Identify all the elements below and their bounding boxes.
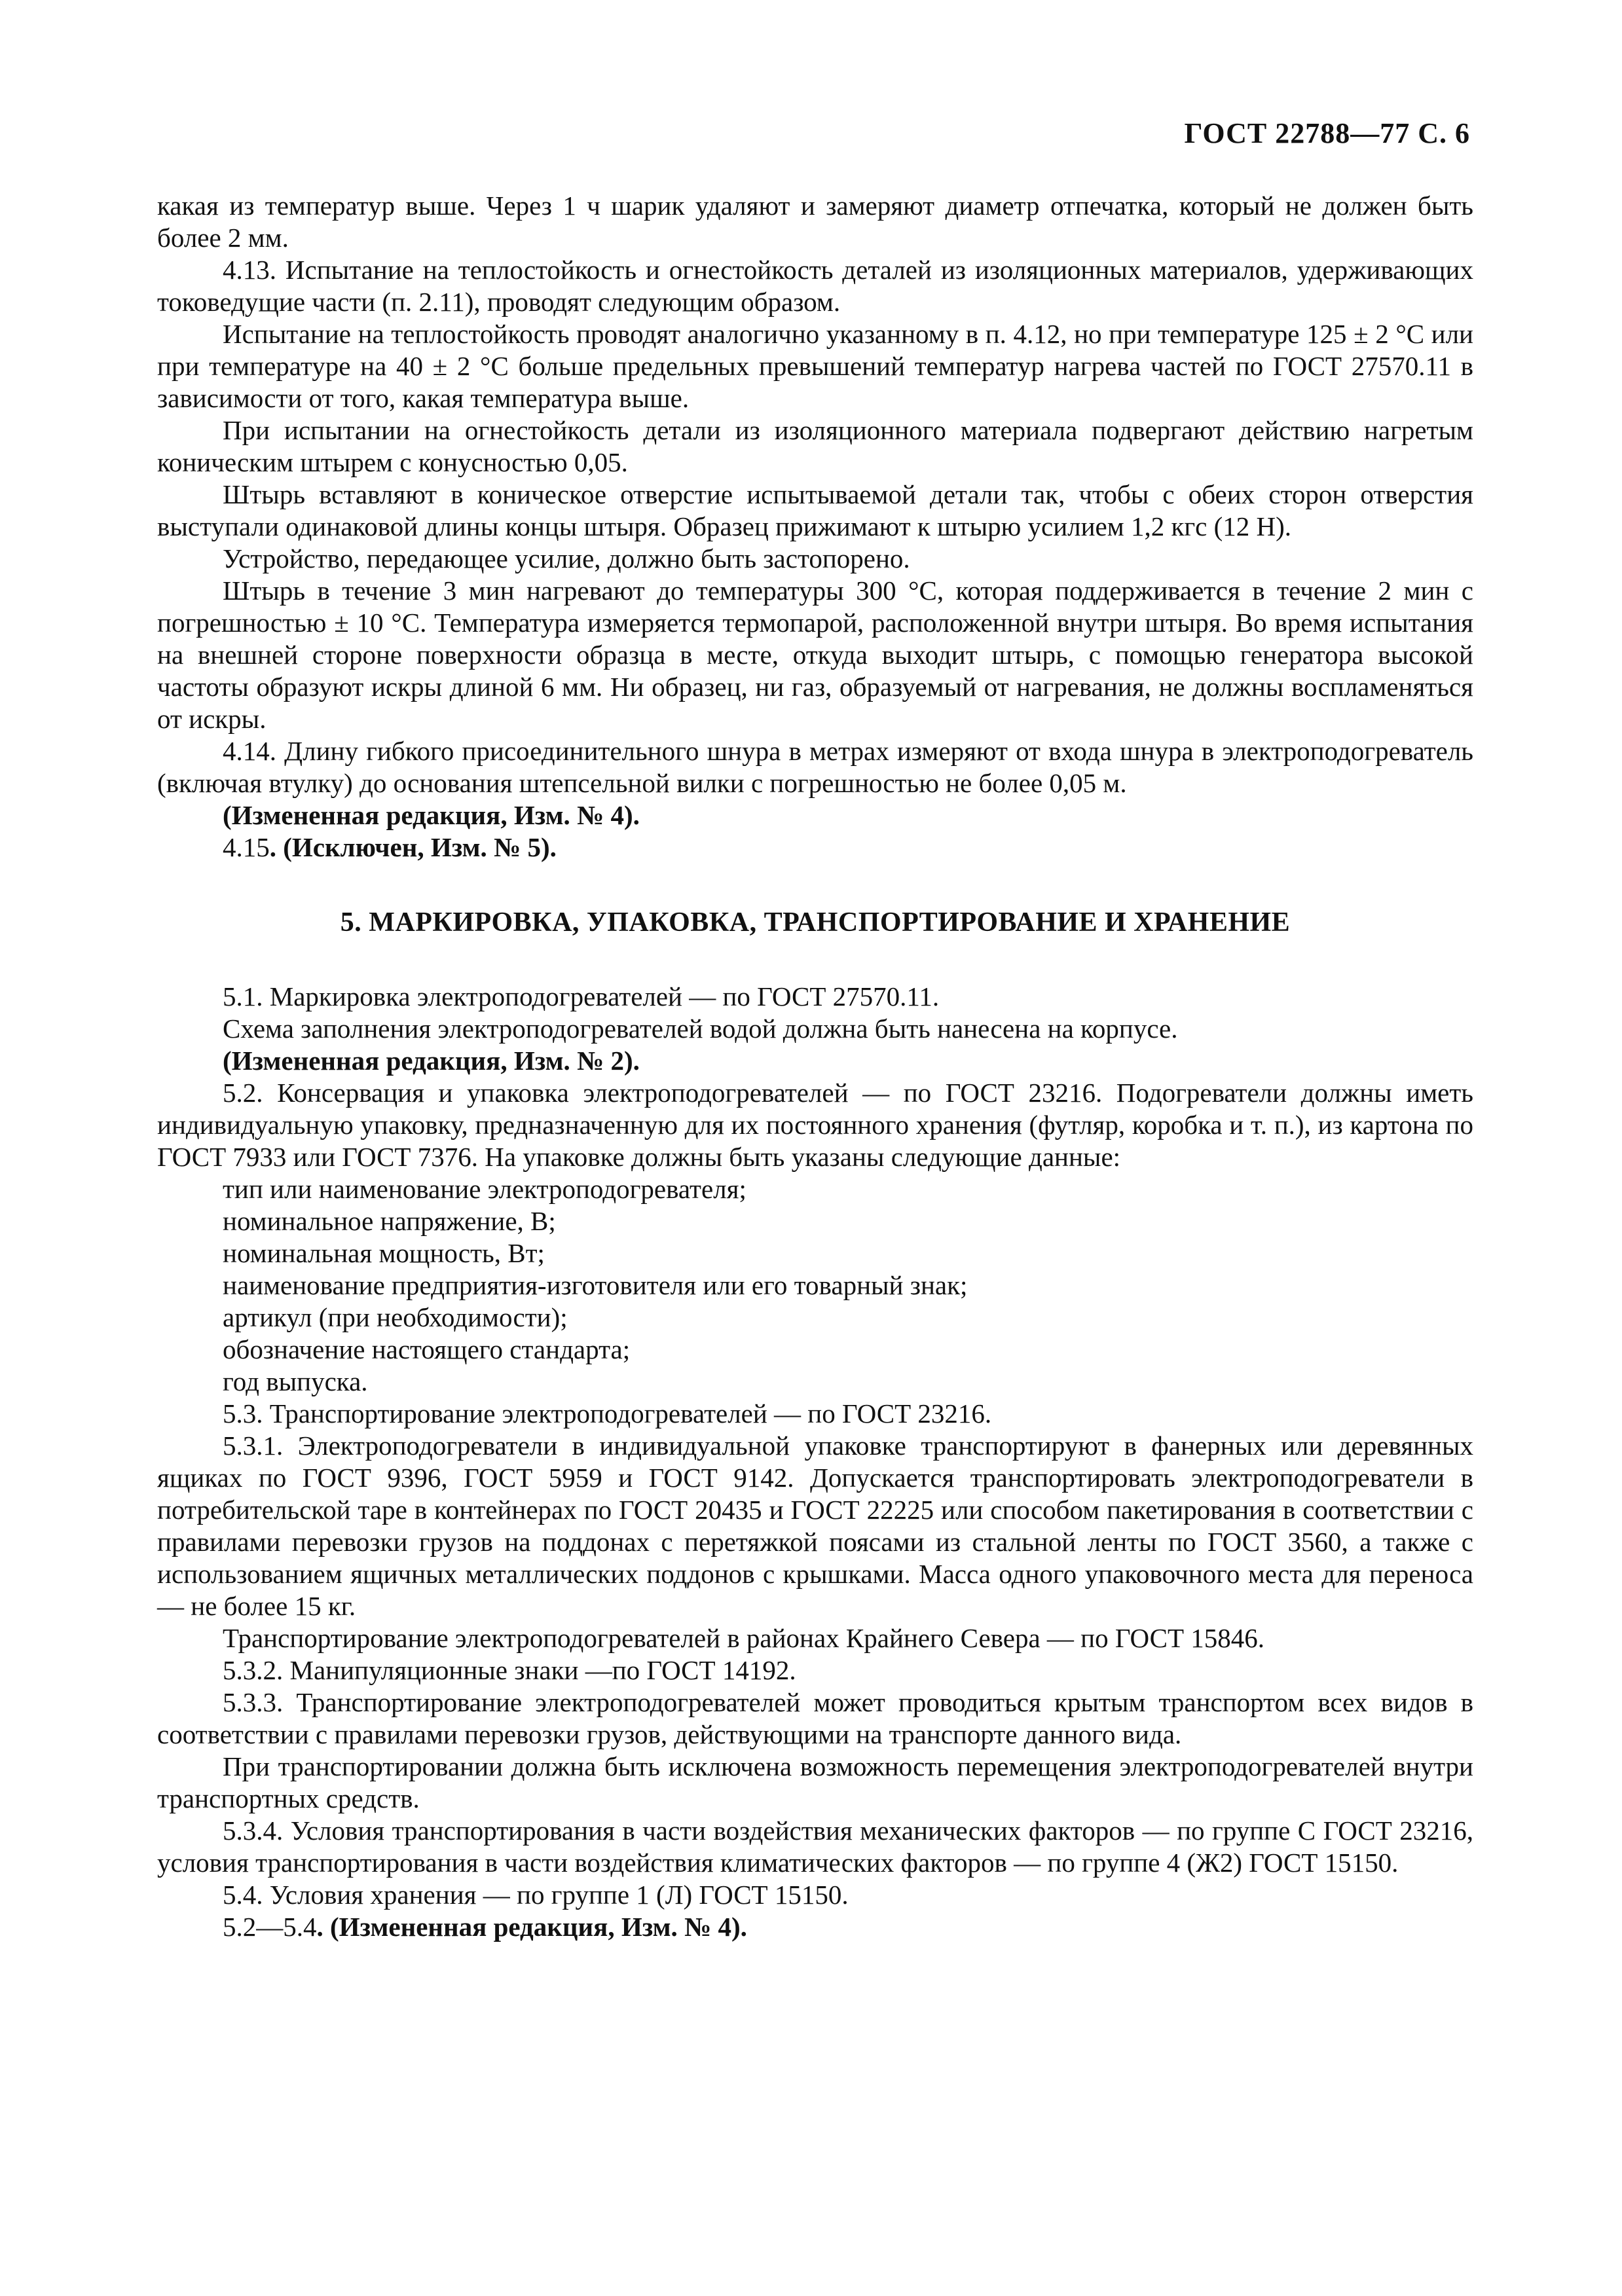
list-item: год выпуска. (223, 1366, 368, 1396)
section-title: 5. МАРКИРОВКА, УПАКОВКА, ТРАНСПОРТИРОВАНИЕ И ХРАНЕНИЕ (340, 907, 1291, 938)
paragraph: Устройство, передающее усилие, должно быть застопорено. (223, 543, 910, 574)
clause-number: 4.15 (223, 832, 270, 862)
paragraph: 5.2. Консервация и упаковка электроподогревателей — по ГОСТ 23216. Подогреватели должны иметь индивидуальную упаковку, предназначенную для их постоянного хранения (футляр, коробка и т. п.), из картона по ГОСТ 7933 или ГОСТ 7376. На упаковке должны быть указаны следующие данные: (157, 1078, 1473, 1172)
list-item: тип или наименование электроподогревателя; (223, 1174, 746, 1204)
clause-number: 5.2—5.4 (223, 1912, 317, 1942)
paragraph: какая из температур выше. Через 1 ч шарик удаляют и замеряют диаметр отпечатка, который не должен быть более 2 мм. (157, 191, 1473, 253)
paragraph: Штырь вставляют в коническое отверстие испытываемой детали так, чтобы с обеих сторон отверстия выступали одинаковой длины концы штыря. Образец прижимают к штырю усилием 1,2 кгс (12 Н). (157, 479, 1473, 541)
paragraph: Схема заполнения электроподогревателей водой должна быть нанесена на корпусе. (223, 1013, 1178, 1044)
amendment-note: . (Исключен, Изм. № 5). (269, 832, 557, 862)
paragraph: 5.3.3. Транспортирование электроподогревателей может проводиться крытым транспортом всех видов в соответствии с правилами перевозки грузов, действующими на транспорте данного вида. (157, 1687, 1473, 1749)
list-item: номинальная мощность, Вт; (223, 1238, 545, 1268)
paragraph: 4.13. Испытание на теплостойкость и огнестойкость деталей из изоляционных материалов, удерживающих токоведущие части (п. 2.11), проводят следующим образом. (157, 255, 1473, 317)
paragraph: При транспортировании должна быть исключена возможность перемещения электроподогревателей внутри транспортных средств. (157, 1751, 1473, 1813)
paragraph: 5.3.1. Электроподогреватели в индивидуальной упаковке транспортируют в фанерных или деревянных ящиках по ГОСТ 9396, ГОСТ 5959 и ГОСТ 9142. Допускается транспортировать электроподогреватели в потребительской таре в контейнерах по ГОСТ 20435 и ГОСТ 22225 или способом пакетирования в соответствии с правилами перевозки грузов на поддонах с перетяжкой поясами из стальной ленты по ГОСТ 3560, а также с использованием ящичных металлических поддонов с крышками. Масса одного упаковочного места для переноса — не более 15 кг. (157, 1430, 1473, 1621)
amendment-note: (Измененная редакция, Изм. № 2). (223, 1046, 640, 1076)
amendment-note: (Измененная редакция, Изм. № 4). (223, 800, 640, 830)
document-body (157, 190, 1473, 1943)
paragraph: Испытание на теплостойкость проводят аналогично указанному в п. 4.12, но при температуре 125 ± 2 °С или при температуре на 40 ± 2 °С больше предельных превышений температур нагрева частей по ГОСТ 27570.11 в зависимости от того, какая температура выше. (157, 319, 1473, 413)
paragraph: Транспортирование электроподогревателей в районах Крайнего Севера — по ГОСТ 15846. (223, 1623, 1265, 1653)
list-item: номинальное напряжение, В; (223, 1206, 556, 1236)
paragraph: 5.1. Маркировка электроподогревателей — по ГОСТ 27570.11. (223, 981, 940, 1011)
amendment-note: . (Измененная редакция, Изм. № 4). (316, 1912, 747, 1942)
paragraph: 5.3. Транспортирование электроподогревателей — по ГОСТ 23216. (223, 1398, 992, 1429)
list-item: наименование предприятия-изготовителя или его товарный знак; (223, 1270, 968, 1300)
paragraph: 5.3.4. Условия транспортирования в части воздействия механических факторов — по группе С ГОСТ 23216, условия транспортирования в части воздействия климатических факторов — по группе 4 (Ж2) ГОСТ 15150. (157, 1815, 1473, 1878)
paragraph: 4.14. Длину гибкого присоединительного шнура в метрах измеряют от входа шнура в электроподогреватель (включая втулку) до основания штепсельной вилки с погрешностью не более 0,05 м. (157, 736, 1473, 798)
paragraph: 5.3.2. Манипуляционные знаки —по ГОСТ 14192. (223, 1655, 796, 1685)
paragraph: Штырь в течение 3 мин нагревают до температуры 300 °С, которая поддерживается в течение 2 мин с погрешностью ± 10 °С. Температура измеряется термопарой, расположенной внутри штыря. Во время испытания на внешней стороне поверхности образца в месте, откуда выходит штырь, с помощью генератора высокой частоты образуют искры длиной 6 мм. Ни образец, ни газ, образуемый от нагревания, не должны воспламеняться от искры. (157, 575, 1473, 734)
paragraph-amendment (157, 1911, 1473, 1943)
page-header: ГОСТ 22788—77 С. 6 (1184, 117, 1470, 149)
paragraph: 5.4. Условия хранения — по группе 1 (Л) ГОСТ 15150. (223, 1880, 849, 1910)
paragraph-excluded (157, 831, 1473, 864)
list-item: обозначение настоящего стандарта; (223, 1334, 631, 1364)
list-item: артикул (при необходимости); (223, 1302, 568, 1332)
paragraph: При испытании на огнестойкость детали из изоляционного материала подвергают действию нагретым коническим штырем с конусностью 0,05. (157, 415, 1473, 477)
